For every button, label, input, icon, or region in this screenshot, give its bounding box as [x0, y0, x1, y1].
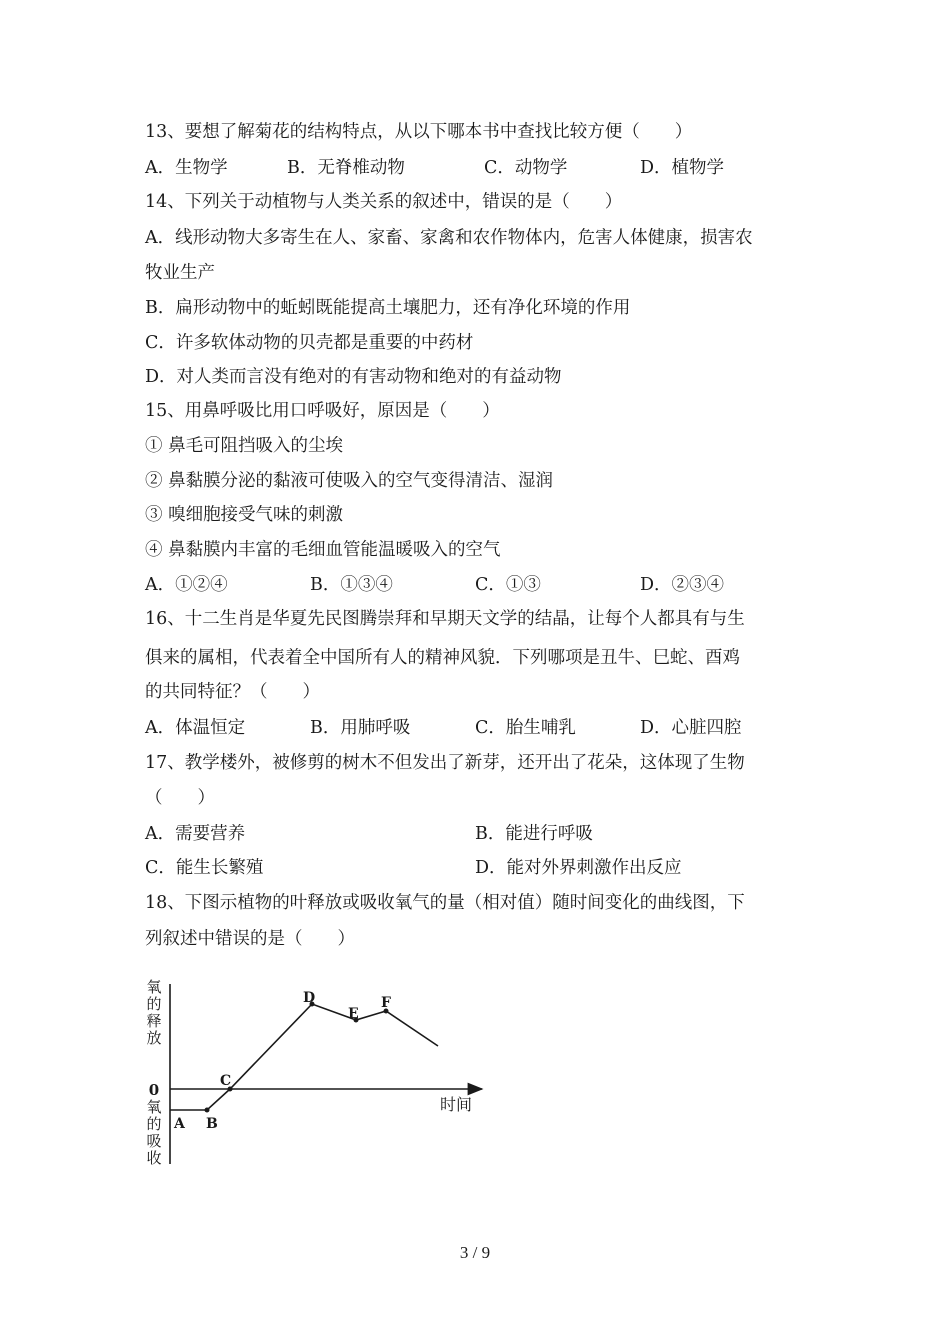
- y-upper-label-char: 释: [146, 1012, 162, 1030]
- q17-option-c: C．能生长繁殖: [145, 858, 264, 878]
- q17-stem-line2: （ ）: [145, 788, 215, 808]
- q15-option-c: C．①③: [475, 575, 541, 595]
- q17-option-a: A．需要营养: [145, 824, 246, 844]
- q15-statement-4: ④ 鼻黏膜内丰富的毛细血管能温暖吸入的空气: [145, 540, 501, 560]
- q16-option-a: A．体温恒定: [145, 718, 246, 738]
- q18-stem-line1: 18、下图示植物的叶释放或吸收氧气的量（相对值）随时间变化的曲线图，下: [145, 893, 745, 913]
- q13-option-a: A．生物学: [145, 158, 228, 178]
- q13-stem: 13、要想了解菊花的结构特点，从以下哪本书中查找比较方便（ ）: [145, 122, 693, 142]
- point-b-marker: [205, 1108, 210, 1113]
- oxygen-curve-diagram: [140, 972, 490, 1177]
- y-lower-label-char: 氧: [146, 1098, 162, 1116]
- q17-option-d: D．能对外界刺激作出反应: [475, 858, 682, 878]
- q15-stem: 15、用鼻呼吸比用口呼吸好，原因是（ ）: [145, 401, 500, 421]
- q16-option-b: B．用肺呼吸: [310, 718, 411, 738]
- q14-option-a-line2: 牧业生产: [145, 263, 215, 283]
- q18-stem-line2: 列叙述中错误的是（ ）: [145, 929, 355, 949]
- q14-option-a-line1: A．线形动物大多寄生在人、家畜、家禽和农作物体内，危害人体健康，损害农: [145, 228, 753, 248]
- q15-option-d: D．②③④: [640, 575, 725, 595]
- q17-option-b: B．能进行呼吸: [475, 824, 593, 844]
- q14-option-d: D．对人类而言没有绝对的有害动物和绝对的有益动物: [145, 367, 562, 387]
- point-a-label: A: [174, 1116, 185, 1132]
- q13-option-c: C．动物学: [484, 158, 568, 178]
- q13-option-b: B．无脊椎动物: [287, 158, 405, 178]
- q13-option-d: D．植物学: [640, 158, 725, 178]
- q15-statement-2: ② 鼻黏膜分泌的黏液可使吸入的空气变得清洁、湿润: [145, 471, 554, 491]
- q17-stem-line1: 17、教学楼外，被修剪的树木不但发出了新芽，还开出了花朵，这体现了生物: [145, 753, 745, 773]
- point-f-label: F: [381, 995, 391, 1011]
- q16-option-d: D．心脏四腔: [640, 718, 742, 738]
- q16-stem-line1: 16、十二生肖是华夏先民图腾崇拜和早期天文学的结晶，让每个人都具有与生: [145, 609, 745, 629]
- page-number: 3 / 9: [459, 1243, 491, 1262]
- q16-stem-line3: 的共同特征？（ ）: [145, 682, 320, 702]
- q14-stem: 14、下列关于动植物与人类关系的叙述中，错误的是（ ）: [145, 192, 623, 212]
- oxygen-curve: [170, 1004, 438, 1110]
- y-upper-label-char: 的: [146, 995, 162, 1013]
- point-b-label: B: [206, 1116, 218, 1132]
- q15-statement-3: ③ 嗅细胞接受气味的刺激: [145, 505, 344, 525]
- y-lower-label-char: 吸: [146, 1132, 162, 1150]
- zero-label: 0: [148, 1081, 160, 1099]
- y-upper-label-char: 放: [146, 1029, 162, 1047]
- q14-option-b: B．扁形动物中的蚯蚓既能提高土壤肥力，还有净化环境的作用: [145, 298, 631, 318]
- y-lower-label-char: 收: [146, 1149, 162, 1167]
- q16-option-c: C．胎生哺乳: [475, 718, 576, 738]
- q16-stem-line2: 俱来的属相，代表着全中国所有人的精神风貌．下列哪项是丑牛、巳蛇、酉鸡: [145, 648, 740, 668]
- x-axis-label: 时间: [440, 1095, 473, 1114]
- q15-statement-1: ① 鼻毛可阻挡吸入的尘埃: [145, 436, 344, 456]
- y-lower-label-char: 的: [146, 1115, 162, 1133]
- q14-option-c: C．许多软体动物的贝壳都是重要的中药材: [145, 333, 474, 353]
- point-c-label: C: [220, 1073, 232, 1089]
- y-upper-label-char: 氧: [146, 978, 162, 996]
- point-e-label: E: [348, 1006, 359, 1022]
- q15-option-a: A．①②④: [145, 575, 228, 595]
- point-d-label: D: [303, 990, 316, 1006]
- q15-option-b: B．①③④: [310, 575, 393, 595]
